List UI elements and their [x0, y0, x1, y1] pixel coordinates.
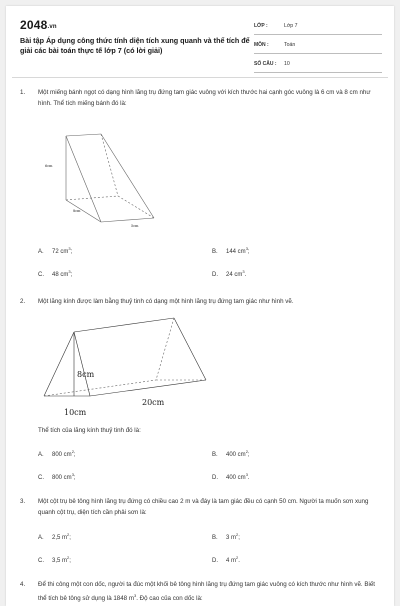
question-text: Một miếng bánh ngọt có dạng hình lăng trụ đứng tam giác vuông với kích thước hai cạnh góc vuông là 6 cm và 8 cm như hình. Thể tích miếng bánh đó là: [38, 89, 371, 107]
meta-info [254, 20, 382, 77]
meta-row-subject [254, 39, 382, 54]
figure-label: 5cm [131, 224, 139, 228]
site-logo[interactable] [20, 18, 57, 32]
option-c[interactable]: C. 800 $cm^3$; [38, 472, 76, 481]
option-a[interactable]: A. 2,5 $m^2$; [38, 532, 71, 541]
option-a[interactable]: A. 72 $cm^3$; [38, 246, 73, 255]
meta-value: Lớp 7 [284, 23, 298, 29]
question-2-subtext: Thể tích của lăng kính thuỷ tinh đó là: [38, 427, 141, 434]
logo-text: 2048 [20, 18, 48, 32]
figure-label: 6cm [45, 164, 53, 168]
option-c[interactable]: C. 3,5 $m^2$; [38, 555, 71, 564]
page-title: Bài tập Áp dụng công thức tính diện tích xung quanh và thể tích để giải các bài toán thực tế lớp 7 (có lời giải) [20, 36, 250, 55]
option-a[interactable]: A. 800 $cm^2$; [38, 449, 76, 458]
glass-prism-drawing [42, 314, 212, 420]
question-number: 4. [20, 581, 26, 588]
question-text: Một lăng kính được làm bằng thuỷ tinh có dạng một hình lăng trụ đứng tam giác như hình vẽ. [38, 298, 294, 305]
meta-row-count [254, 58, 382, 73]
meta-value: 10 [284, 61, 290, 67]
meta-key: LỚP : [254, 23, 268, 29]
option-d[interactable]: D. 4 $m^2$. [212, 555, 240, 564]
option-b[interactable]: B. 400 $cm^2$; [212, 449, 250, 458]
option-b[interactable]: B. 144 $cm^3$; [212, 246, 250, 255]
meta-value: Toán [284, 42, 296, 48]
question-number: 2. [20, 298, 26, 305]
option-b[interactable]: B. 3 $m^2$; [212, 532, 240, 541]
meta-key: SỐ CÂU : [254, 61, 277, 67]
question-text: Để thi công một con dốc, người ta đúc một khối bê tông hình lăng trụ đứng tam giác vuông có kích thước như hình vẽ. Biết thể tích bê tông sử dụng là 1848 $m^3$. Độ cao của con dốc là: [38, 581, 375, 602]
figure-label: 8cm [73, 209, 81, 213]
figure-label: 8cm [77, 370, 95, 379]
logo-suffix: .vn [47, 24, 57, 30]
figure-label: 20cm [142, 398, 165, 407]
option-d[interactable]: D. 400 $cm^3$. [212, 472, 250, 481]
meta-row-class [254, 20, 382, 35]
option-c[interactable]: C. 48 $cm^3$; [38, 269, 73, 278]
meta-key: MÔN : [254, 42, 269, 48]
cake-prism-drawing [36, 126, 186, 236]
option-d[interactable]: D. 24 $cm^3$. [212, 269, 247, 278]
question-text: Một cột trụ bê tông hình lăng trụ đứng có chiều cao 2 m và đáy là tam giác đều có cạnh 50 cm. Người ta muốn sơn xung quanh cột trụ, diện tích cần phải sơn là: [38, 498, 369, 516]
figure-glass-prism [42, 314, 212, 420]
figure-cake-prism [36, 126, 186, 236]
figure-label: 10cm [64, 408, 87, 417]
page-header [6, 6, 394, 72]
header-divider [12, 77, 388, 78]
document-page [6, 6, 394, 606]
question-number: 3. [20, 498, 26, 505]
question-number: 1. [20, 89, 26, 96]
